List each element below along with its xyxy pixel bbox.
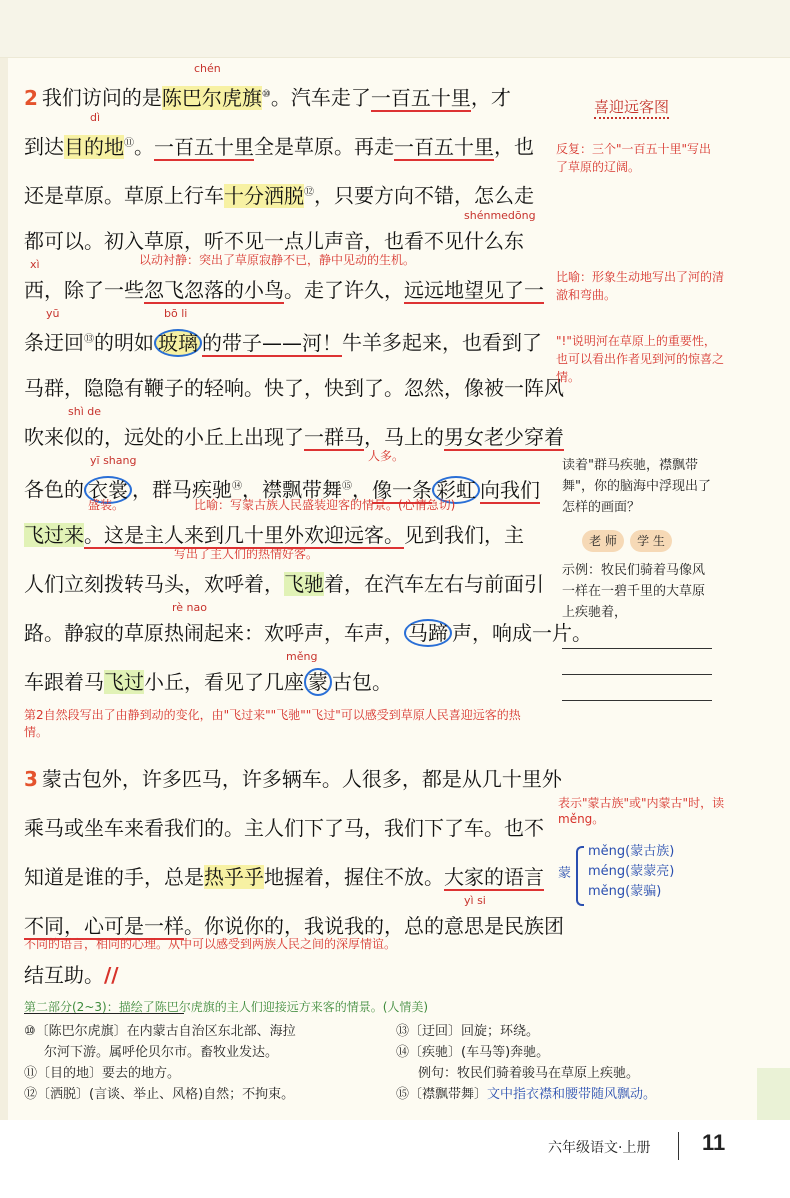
pinyin: dì [90, 111, 101, 124]
circled-word: 衣裳 [84, 476, 132, 504]
pinyin: měng [286, 650, 318, 663]
emphasis-dots: 一百五十里 [370, 85, 471, 110]
answer-line[interactable] [562, 629, 712, 649]
text-line: yì si 不同，心可是一样。你说你的，我说我的，总的意思是民族团 不同的语言，相同的心理。从中可以感受到两族人民之间的深厚情谊。 [24, 894, 564, 951]
footnote: ⑩〔陈巴尔虎旗〕在内蒙古自治区东北部、海拉 [24, 1024, 296, 1039]
annotation: 人多。 [368, 449, 405, 463]
teacher-tag: 老 师 [582, 530, 624, 552]
annotation: 写出了主人们的热情好客。 [174, 547, 319, 561]
footnote: ⑮〔襟飘带舞〕文中指衣襟和腰带随风飘动。 [396, 1087, 657, 1102]
footnote-example: 例句：牧民们骑着骏马在草原上疾驰。 [418, 1066, 640, 1081]
text-line: chén 2 我们访问的是陈巴尔虎旗⑩。汽车走了一百五十里，才 [24, 62, 511, 110]
top-margin [0, 0, 790, 58]
circled-word: 蒙 [304, 668, 332, 696]
annotation: 不同的语言，相同的心理。从中可以感受到两族人民之间的深厚情谊。 [24, 937, 397, 951]
footnote: ⑭〔疾驰〕(车马等)奔驰。 [396, 1045, 550, 1060]
highlight: 陈巴尔虎旗 [161, 85, 262, 110]
text-line: rè nao 路。静寂的草原热闹起来：欢呼声，车声， 马蹄 声，响成一片。 [24, 601, 592, 645]
pinyin: chén [194, 62, 221, 75]
text-line: shénmedōng 都可以。初入草原，听不见一点儿声音，也看不见什么东 以动衬静：突出了草原寂静不已，静中见动的生机。 [24, 209, 536, 267]
pronunciation-list: 蒙 měng(蒙古族) méng(蒙蒙亮) měng(蒙骗) [566, 842, 674, 902]
side-note: 比喻：形象生动地写出了河的清澈和弯曲。 [556, 270, 725, 302]
circled-word: 玻璃 [154, 329, 202, 357]
paragraph-number: 3 [24, 767, 38, 791]
answer-line[interactable] [562, 681, 712, 701]
text-line: měng 车跟着马飞过小丘，看见了几座 蒙 古包。 [24, 650, 392, 694]
text-line: 马群，隐隐有鞭子的轻响。快了，快到了。忽然，像被一阵风 [24, 376, 564, 400]
text-line: 还是草原。草原上行车十分洒脱⑫，只要方向不错，怎么走 [24, 183, 534, 208]
text-line: 飞过来。这是主人来到几十里外欢迎远客。见到我们，主 写出了主人们的热情好客。 [24, 523, 524, 561]
text-line: 结互助。// [24, 963, 119, 987]
section-summary: 第二部分(2~3)：描绘了陈巴尔虎旗的主人们迎接远方来客的情景。(人情美) [24, 1000, 429, 1014]
student-tag: 学 生 [630, 530, 672, 552]
page-footer [0, 1120, 790, 1198]
text-line: shì de 吹来似的，远处的小丘上出现了一群马，马上的男女老少穿着 人多。 [24, 405, 564, 463]
side-note: "!"说明河在草原上的重要性，也可以看出作者见到河的惊喜之情。 [556, 334, 725, 384]
footnote-divider [24, 1013, 184, 1014]
answer-line[interactable] [562, 655, 712, 675]
text-line: 知道是谁的手，总是热乎乎地握着，握住不放。大家的语言 [24, 865, 544, 889]
page-number: 11 [702, 1130, 726, 1155]
annotation: 比喻：写蒙古族人民盛装迎客的情景。(心情急切) [194, 498, 456, 512]
pinyin: yì si [464, 894, 486, 907]
side-note: 反复：三个"一百五十里"写出了草原的辽阔。 [556, 142, 712, 174]
text-line: 乘马或坐车来看我们的。主人们下了马，我们下了车。也不 [24, 816, 544, 840]
text-line: 3 蒙古包外，许多匹马，许多辆车。人很多，都是从几十里外 [24, 767, 562, 791]
question-text: 读着"群马疾驰，襟飘带舞"，你的脑海中浮现出了怎样的画面？ [562, 458, 711, 515]
highlight: 目的地 [64, 134, 124, 159]
paragraph-summary: 第2自然段写出了由静到动的变化，由"飞过来""飞驰""飞过"可以感受到草原人民喜迎远客的热情。 [24, 708, 521, 739]
pinyin: yū [46, 307, 60, 320]
footer-separator [678, 1132, 679, 1160]
pronunciation-note: 表示"蒙古族"或"内蒙古"时，读měng。 [558, 796, 725, 826]
brace [576, 846, 584, 906]
character: 蒙 [558, 866, 572, 881]
pinyin: rè nao [172, 601, 207, 614]
text-line: dì 到达目的地⑪。一百五十里全是草原。再走一百五十里，也 [24, 111, 534, 159]
pinyin: xì [30, 258, 40, 271]
footnote: ⑪〔目的地〕要去的地方。 [24, 1066, 181, 1081]
main-text [24, 62, 592, 1024]
pinyin: bō li [164, 307, 188, 320]
pinyin: shì de [68, 405, 102, 418]
footnote: ⑫〔洒脱〕(言谈、举止、风格)自然；不拘束。 [24, 1087, 295, 1102]
footnote: 尔河下游。属呼伦贝尔市。畜牧业发达。 [44, 1045, 279, 1060]
text-line: xì 西，除了一些忽飞忽落的小鸟。走了许久，远远地望见了一 [24, 258, 544, 302]
paragraph-number: 2 [24, 85, 38, 110]
annotation: 以动衬静：突出了草原寂静不已，静中见动的生机。 [139, 253, 416, 267]
pinyin: yī shang [90, 454, 137, 467]
book-title: 六年级语文·上册 [548, 1140, 651, 1156]
text-line: yū bō li 条迂回⑬的明如 玻璃 的带子——河！牛羊多起来，也看到了 [24, 307, 542, 355]
footnote: ⑬〔迂回〕回旋；环绕。 [396, 1024, 540, 1039]
side-title: 喜迎远客图 [594, 96, 669, 119]
text-line: yī shang 各色的 衣裳 ，群马疾驰⑭，襟飘带舞⑮，像一条 彩虹 向我们 盛装。 比喻：写蒙古族人民盛装迎客的情景。(心情急切) [24, 454, 540, 512]
example-text: 示例：牧民们骑着马像风一样在一碧千里的大草原上疾驰着， [562, 563, 706, 620]
corner-decoration [757, 1068, 790, 1120]
text-line: 人们立刻拨转马头，欢呼着，飞驰着，在汽车左右与前面引 [24, 572, 544, 596]
left-margin [0, 58, 8, 1148]
circled-word: 彩虹 [432, 476, 480, 504]
question-box [562, 455, 712, 701]
annotation: 盛装。 [88, 498, 125, 512]
pinyin: shénmedōng [464, 209, 536, 222]
circled-word: 马蹄 [404, 619, 452, 647]
